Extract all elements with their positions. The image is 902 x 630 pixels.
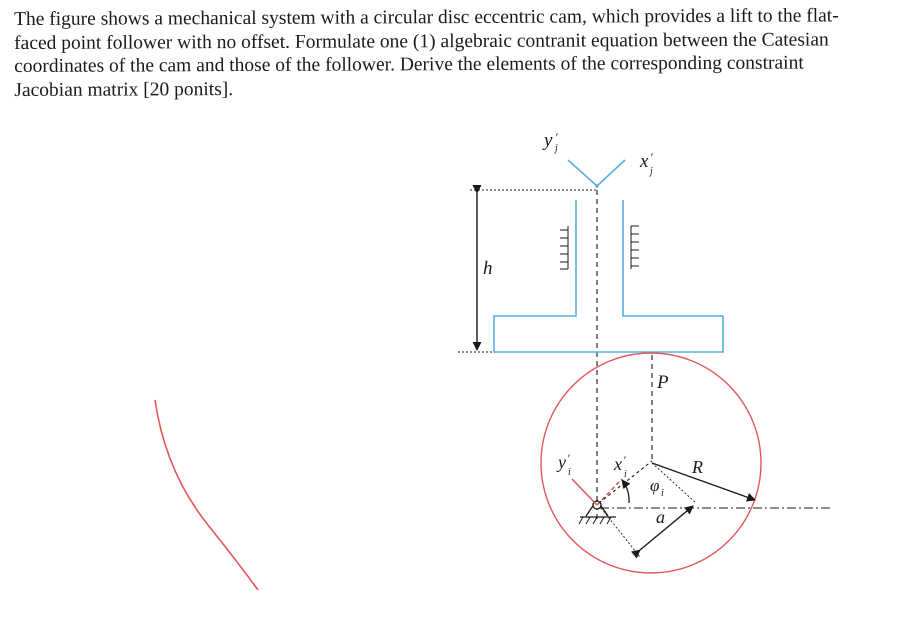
question-text: The figure shows a mechanical system with a circular disc eccentric cam, which provides a lift to the flat-faced point follower with no offset. Formulate one (1) algebraic contranit equation between the Catesian coordinates of the cam and those of the follower. Derive the elements of the corresponding constraint Jacobian matrix [20 ponits]. <box>14 5 839 101</box>
right-guide-support <box>631 226 639 269</box>
radius-arrow <box>652 463 755 500</box>
angle-subscript: i <box>661 488 664 499</box>
a-dimension <box>640 506 693 550</box>
follower-x-prime: ′ <box>650 150 653 164</box>
follower-y-subscript: j <box>555 143 558 154</box>
left-guide-support <box>560 226 568 269</box>
cam-y-axis-label: y <box>558 452 566 472</box>
follower-y-prime: ′ <box>555 130 558 144</box>
flat-faced-follower <box>494 200 723 352</box>
eccentricity-label: a <box>656 507 665 527</box>
cam-x-axis-label: x <box>614 454 622 474</box>
follower-x-axis-label: x <box>640 151 649 172</box>
radius-label: R <box>692 457 703 477</box>
cam-x-prime: ′ <box>623 453 626 467</box>
cam-y-subscript: i <box>568 467 571 478</box>
follower-x-subscript: j <box>650 166 653 177</box>
eccentricity-line <box>599 461 652 503</box>
a-extension-1 <box>601 508 640 557</box>
follower-axes <box>568 160 625 188</box>
cam-y-prime: ′ <box>567 451 570 465</box>
follower-y-axis-label: y <box>544 130 553 151</box>
stray-red-curve <box>155 400 258 590</box>
angle-label: φ <box>650 476 660 495</box>
cam-x-subscript: i <box>624 469 627 480</box>
contact-point-label: P <box>657 372 669 393</box>
height-label: h <box>483 258 493 279</box>
